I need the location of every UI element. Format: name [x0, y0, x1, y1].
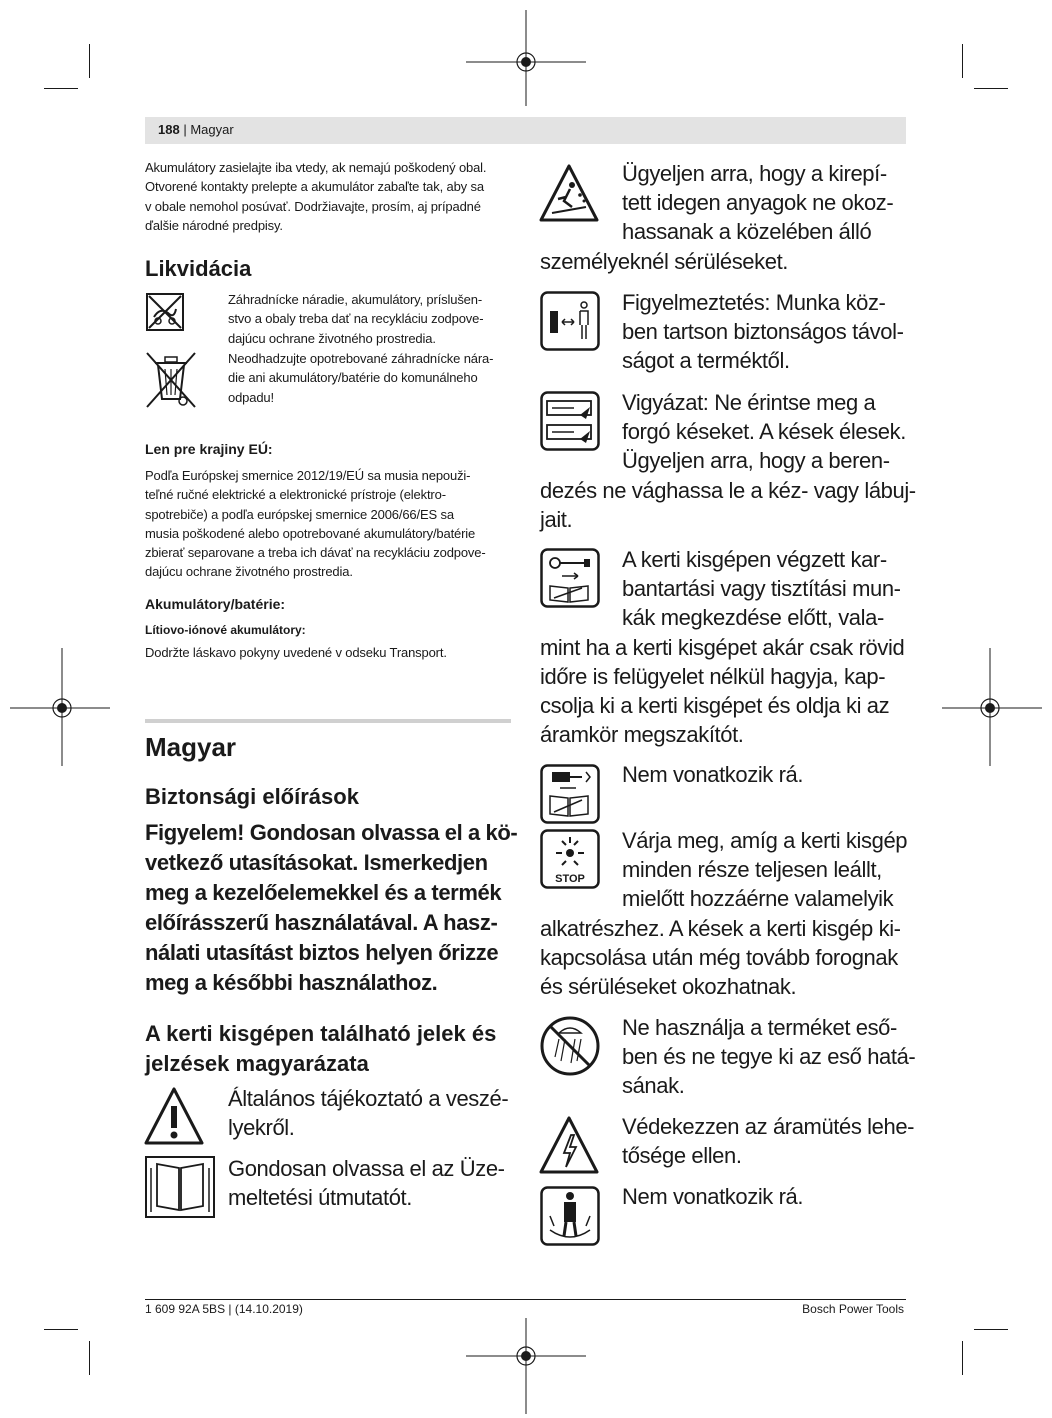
- text-line: meg a későbbi használathoz.: [145, 970, 438, 995]
- battery-title: Akumulátory/batérie:: [145, 596, 286, 612]
- not-applicable-text-2: Nem vonatkozik rá.: [622, 1184, 804, 1209]
- general-info-text: [228, 1084, 508, 1142]
- text-line: stvo a obaly treba dať na recykláciu zodpove-: [228, 311, 484, 327]
- text-line: spotrebiče) a podľa európskej smernice 2006/66/ES sa: [145, 506, 454, 522]
- text-line: teľné ručné elektrické a elektronické prístroje (elektro-: [145, 487, 446, 503]
- keep-distance-text: [622, 288, 904, 376]
- crop-mark: [974, 88, 1008, 89]
- no-rain-text: [622, 1013, 915, 1101]
- text-line: minden része teljesen leállt,: [622, 857, 882, 883]
- text-line: Védekezzen az áramütés lehe-: [622, 1114, 915, 1139]
- crop-mark: [974, 1329, 1008, 1330]
- eu-only-title: Len pre krajiny EÚ:: [145, 441, 273, 457]
- text-line: jait.: [540, 506, 573, 532]
- text-line: bantartási vagy tisztítási mun-: [622, 576, 901, 602]
- text-line: Általános tájékoztató a veszé-: [228, 1086, 509, 1111]
- battery-remove-icon: [540, 764, 600, 824]
- text-line: nálati utasítást biztos helyen őrizze: [145, 940, 499, 965]
- registration-target-icon: [466, 1318, 586, 1418]
- flying-debris-text: [540, 159, 894, 276]
- text-line: tősége ellen.: [622, 1143, 742, 1169]
- text-line: kák megkezdése előtt, vala-: [622, 605, 884, 631]
- safety-title: Biztonsági előírások: [145, 784, 359, 809]
- text-line: csolja ki a kerti kisgépet és oldja ki az: [540, 693, 890, 719]
- general-warning-icon: [143, 1086, 205, 1146]
- text-line: odpadu!: [228, 389, 274, 405]
- text-line: zbierať separovane a treba ich dávať na recykláciu zodpove-: [145, 545, 486, 561]
- footer-doc-id: 1 609 92A 5BS | (14.10.2019): [145, 1302, 303, 1316]
- warning-paragraph: [145, 818, 517, 998]
- crop-mark: [962, 44, 963, 78]
- no-household-disposal-icon: [146, 293, 184, 331]
- text-line: dajúcu ochrane životného prostredia.: [145, 564, 353, 580]
- text-line: előírásszerű használatával. A hasz-: [145, 910, 498, 935]
- header-separator: |: [179, 122, 191, 137]
- text-line: sának.: [622, 1073, 685, 1099]
- text-line: dajúcu ochrane životného prostredia.: [228, 330, 436, 346]
- text-line: hassanak a közelében álló: [622, 219, 872, 245]
- text-line: vetkező utasításokat. Ismerkedjen: [145, 850, 488, 875]
- blades-text: [540, 388, 916, 534]
- text-line: ben és ne tegye ki az eső hatá-: [622, 1044, 916, 1070]
- text-line: A kerti kisgépen végzett kar-: [622, 547, 887, 572]
- no-rain-icon: [539, 1015, 601, 1077]
- electric-shock-warning-icon: [538, 1115, 600, 1175]
- text-line: Várja meg, amíg a kerti kisgép: [622, 828, 908, 853]
- symbols-title: [145, 1019, 496, 1079]
- text-line: mint ha a kerti kisgépet akár csak rövid: [540, 634, 905, 660]
- text-line: és sérüléseket okozhatnak.: [540, 974, 797, 1000]
- read-manual-icon: [145, 1156, 215, 1218]
- text-line: Ne használja a terméket eső-: [622, 1015, 897, 1040]
- text-line: meltetési útmutatót.: [228, 1185, 412, 1211]
- text-line: Ügyeljen arra, hogy a beren-: [622, 448, 890, 474]
- maintenance-text: [540, 545, 904, 749]
- text-line: Figyelmeztetés: Munka köz-: [622, 290, 886, 315]
- read-manual-text: [228, 1154, 505, 1212]
- crop-mark: [44, 1329, 78, 1330]
- page-header-bar: [145, 117, 906, 144]
- text-line: kapcsolása után még tovább forognak: [540, 944, 898, 970]
- keep-distance-icon: [540, 291, 600, 351]
- text-line: forgó késeket. A kések élesek.: [622, 419, 906, 445]
- section-title-likvidacia: Likvidácia: [145, 256, 252, 281]
- page-number: 188: [158, 122, 180, 137]
- text-line: Neodhadzujte opotrebované záhradnícke nára-: [228, 351, 494, 366]
- text-line: lyekről.: [228, 1115, 295, 1141]
- crop-mark: [89, 44, 90, 78]
- text-line: Vigyázat: Ne érintse meg a: [622, 390, 876, 415]
- footer-brand: Bosch Power Tools: [802, 1302, 904, 1316]
- text-line: Akumulátory zasielajte iba vtedy, ak nemajú poškodený obal.: [145, 160, 487, 175]
- text-line: időre is felügyelet nélkül hagyja, kap-: [540, 663, 886, 689]
- text-line: musia poškodené alebo opotrebované akumulátory/batérie: [145, 525, 476, 541]
- crop-mark: [89, 1341, 90, 1375]
- stop-label: STOP: [555, 873, 585, 885]
- registration-target-icon: [942, 648, 1042, 768]
- electric-shock-text: [622, 1112, 914, 1170]
- liion-text: Dodržte láskavo pokyny uvedené v odseku Transport.: [145, 645, 447, 660]
- eu-paragraph: [145, 466, 486, 582]
- text-line: A kerti kisgépen található jelek és: [145, 1021, 497, 1046]
- text-line: Záhradnícke náradie, akumulátory, príslušen-: [228, 292, 483, 307]
- section-divider: [145, 719, 511, 723]
- text-line: die ani akumulátory/batérie do komunálneho: [228, 370, 478, 386]
- crop-mark: [962, 1341, 963, 1375]
- text-line: ben tartson biztonságos távol-: [622, 319, 904, 345]
- text-line: dezés ne vághassa le a kéz- vagy lábuj-: [540, 477, 916, 503]
- registration-target-icon: [466, 10, 586, 110]
- likvidacia-text-1: [228, 290, 483, 348]
- text-line: v obale nemohol posúvať. Dodržiavajte, prosím, aj prípadné: [145, 198, 481, 214]
- text-line: áramkör megszakítót.: [540, 722, 744, 748]
- text-line: Figyelem! Gondosan olvassa el a kö-: [145, 820, 518, 845]
- crop-mark: [44, 88, 78, 89]
- text-line: alkatrészhez. A kések a kerti kisgép ki-: [540, 915, 901, 941]
- text-line: Gondosan olvassa el az Üze-: [228, 1156, 505, 1181]
- registration-target-icon: [10, 648, 110, 768]
- text-line: Otvorené kontakty prelepte a akumulátor zabaľte tak, aby sa: [145, 179, 484, 195]
- page-header: [158, 122, 234, 137]
- wait-stop-text: [540, 826, 908, 1001]
- text-line: személyeknél sérüléseket.: [540, 248, 789, 274]
- text-line: tett idegen anyagok ne okoz-: [622, 190, 894, 216]
- crossed-out-bin-icon: [145, 351, 197, 409]
- text-line: Podľa Európskej smernice 2012/19/EÚ sa musia nepouži-: [145, 468, 471, 483]
- text-line: meg a kezelőelemekkel és a termék: [145, 880, 502, 905]
- transport-paragraph: [145, 158, 486, 235]
- text-line: jelzések magyarázata: [145, 1051, 369, 1076]
- likvidacia-text-2: [228, 349, 493, 407]
- footer-rule: [145, 1299, 906, 1300]
- language-section-title: Magyar: [145, 732, 237, 762]
- text-line: ságot a terméktől.: [622, 348, 790, 374]
- liion-title: Lítiovo-iónové akumulátory:: [145, 623, 306, 637]
- header-language: Magyar: [190, 122, 234, 137]
- text-line: mielőtt hozzáérne valamelyik: [622, 886, 894, 912]
- text-line: ďalšie národné predpisy.: [145, 217, 283, 233]
- operator-position-icon: [540, 1186, 600, 1246]
- not-applicable-text-1: Nem vonatkozik rá.: [622, 762, 804, 787]
- text-line: Ügyeljen arra, hogy a kirepí-: [622, 161, 887, 186]
